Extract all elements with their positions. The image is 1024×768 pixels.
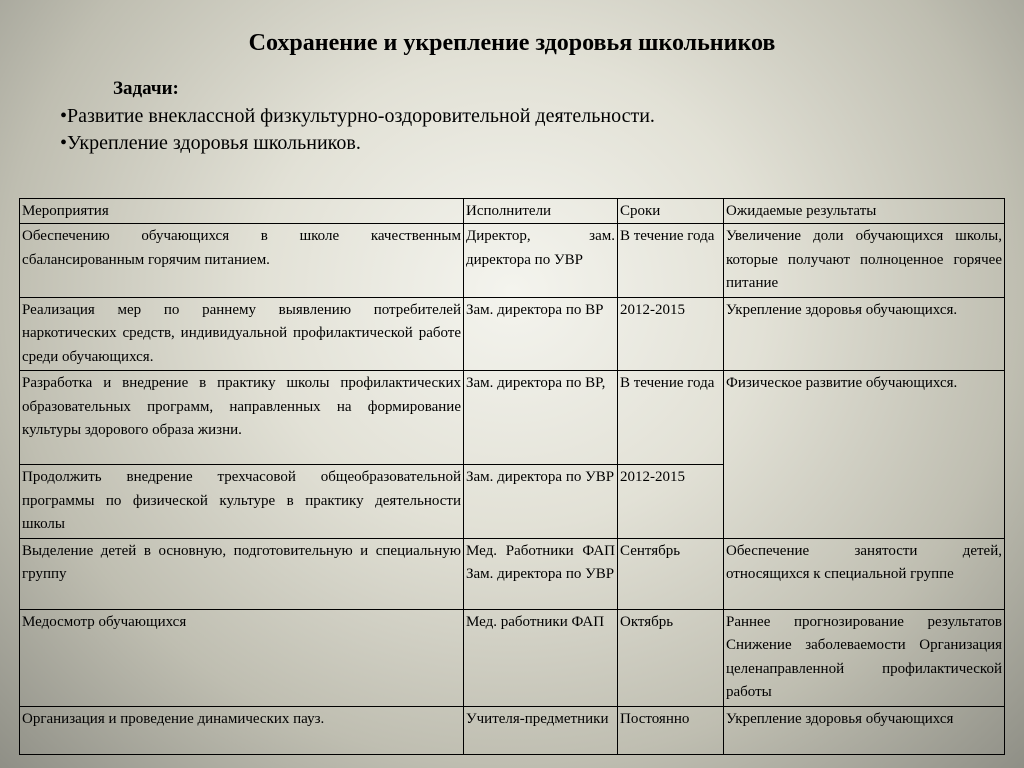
task-item: • Укрепление здоровья школьников. bbox=[60, 130, 655, 157]
table-row bbox=[20, 538, 1005, 609]
cell-result: Физическое развитие обучающихся. bbox=[724, 371, 1005, 539]
cell-deadline: Постоянно bbox=[618, 706, 724, 754]
events-table bbox=[19, 198, 1005, 755]
cell-deadline: 2012-2015 bbox=[618, 297, 724, 371]
table-row bbox=[20, 706, 1005, 754]
cell-event: Реализация мер по раннему выявлению потребителей наркотических средств, индивидуальной профилактической работе среди обучающихся. bbox=[20, 297, 464, 371]
table-row bbox=[20, 609, 1005, 706]
cell-event: Организация и проведение динамических пауз. bbox=[20, 706, 464, 754]
cell-deadline: Сентябрь bbox=[618, 538, 724, 609]
cell-executor: Зам. директора по УВР bbox=[464, 465, 618, 539]
task-item: • Развитие внеклассной физкультурно-оздоровительной деятельности. bbox=[60, 103, 655, 130]
cell-event: Продолжить внедрение трехчасовой общеобразовательной программы по физической культуре в практику деятельности школы bbox=[20, 465, 464, 539]
cell-deadline: В течение года bbox=[618, 224, 724, 298]
cell-deadline: Октябрь bbox=[618, 609, 724, 706]
cell-deadline: 2012-2015 bbox=[618, 465, 724, 539]
header-events: Мероприятия bbox=[20, 199, 464, 224]
cell-executor: Директор, зам. директора по УВР bbox=[464, 224, 618, 298]
cell-executor: Зам. директора по ВР, bbox=[464, 371, 618, 465]
cell-event: Выделение детей в основную, подготовительную и специальную группу bbox=[20, 538, 464, 609]
page-title: Сохранение и укрепление здоровья школьников bbox=[248, 30, 776, 56]
header-executors: Исполнители bbox=[464, 199, 618, 224]
table-row bbox=[20, 297, 1005, 371]
cell-executor: Мед. работники ФАП bbox=[464, 609, 618, 706]
cell-deadline: В течение года bbox=[618, 371, 724, 465]
cell-result: Укрепление здоровья обучающихся bbox=[724, 706, 1005, 754]
header-deadlines: Сроки bbox=[618, 199, 724, 224]
table-row bbox=[20, 371, 1005, 465]
cell-result: Увеличение доли обучающихся школы, которые получают полноценное горячее питание bbox=[724, 224, 1005, 298]
cell-result: Обеспечение занятости детей, относящихся к специальной группе bbox=[724, 538, 1005, 609]
cell-event: Разработка и внедрение в практику школы профилактических образовательных программ, направленных на формирование культуры здорового образа жизни. bbox=[20, 371, 464, 465]
table-row bbox=[20, 224, 1005, 298]
cell-event: Медосмотр обучающихся bbox=[20, 609, 464, 706]
table-header-row bbox=[20, 199, 1005, 224]
cell-result: Укрепление здоровья обучающихся. bbox=[724, 297, 1005, 371]
cell-event: Обеспечению обучающихся в школе качественным сбалансированным горячим питанием. bbox=[20, 224, 464, 298]
cell-executor: Зам. директора по ВР bbox=[464, 297, 618, 371]
header-results: Ожидаемые результаты bbox=[724, 199, 1005, 224]
tasks-heading: Задачи: bbox=[113, 78, 179, 99]
cell-result: Раннее прогнозирование результатов Снижение заболеваемости Организация целенаправленной профилактической работы bbox=[724, 609, 1005, 706]
cell-executor: Учителя-предметники bbox=[464, 706, 618, 754]
cell-executor: Мед. Работники ФАП Зам. директора по УВР bbox=[464, 538, 618, 609]
task-list bbox=[60, 103, 655, 157]
